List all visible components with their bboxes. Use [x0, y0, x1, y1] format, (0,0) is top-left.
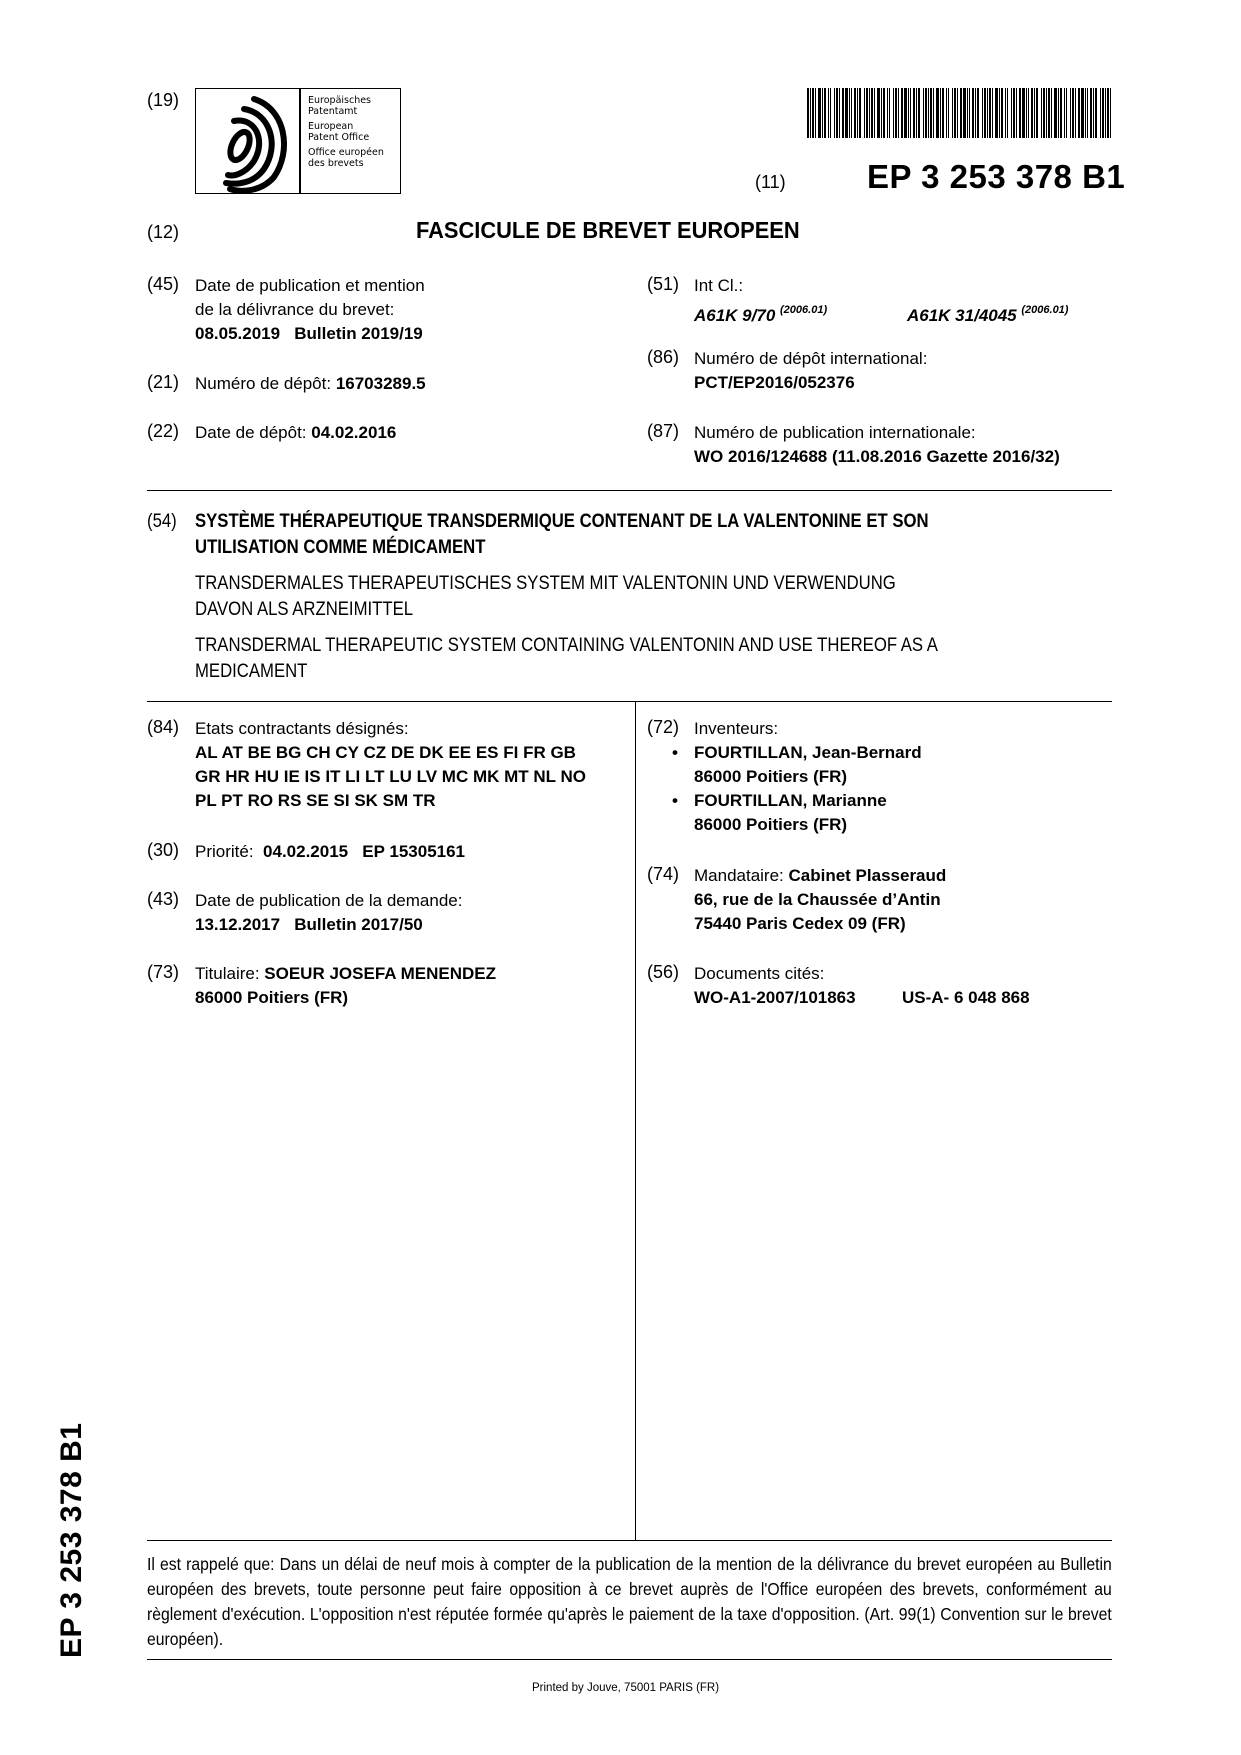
field-21: Numéro de dépôt: 16703289.5 — [195, 374, 426, 393]
inid-code-51: (51) — [647, 274, 680, 294]
priority: 04.02.2015 EP 15305161 — [263, 842, 466, 861]
field-74: Mandataire: Cabinet Plasseraud 66, rue de la Chaussée d’Antin 75440 Paris Cedex 09 (FR) — [694, 866, 947, 933]
bullet-icon: • — [672, 743, 678, 762]
field-84: Etats contractants désignés: AL AT BE BG CH CY CZ DE DK EE ES FI FR GB GR HR HU IE IS IT LI LT LU LV MC MK MT NL NO PL PT RO RS SE SI SK SM TR — [195, 717, 586, 813]
barcode — [807, 88, 1114, 138]
designated-states: AL AT BE BG CH CY CZ DE DK EE ES FI FR GB GR HR HU IE IS IT LI LT LU LV MC MK MT NL NO PL PT RO RS SE SI SK SM TR — [195, 743, 586, 810]
inid-code-21: (21) — [147, 372, 180, 392]
title-de: TRANSDERMALES THERAPEUTISCHES SYSTEM MIT VALENTONIN UND VERWENDUNG DAVON ALS ARZNEIMITTEL — [195, 573, 896, 620]
inid-code-87: (87) — [647, 421, 680, 441]
inid-code-30: (30) — [147, 840, 180, 860]
field-43: Date de publication de la demande: 13.12.2017 Bulletin 2017/50 — [195, 889, 462, 937]
representative-name: Cabinet Plasseraud — [788, 866, 947, 885]
inid-code-86: (86) — [647, 347, 680, 367]
ipc-class-1: A61K 9/70 $^{(2006.01)}$ — [694, 304, 828, 325]
field-87: Numéro de publication internationale: WO 2016/124688 (11.08.2016 Gazette 2016/32) — [694, 421, 1060, 469]
cited-document: WO-A1-2007/101863 — [694, 988, 856, 1007]
application-number: 16703289.5 — [335, 374, 426, 393]
epo-logo — [195, 88, 401, 194]
inventor-item: • FOURTILLAN, Jean-Bernard 86000 Poitiers (FR) — [672, 743, 922, 786]
grant-date: 08.05.2019 Bulletin 2019/19 — [195, 324, 423, 343]
bullet-icon: • — [672, 791, 678, 810]
title-fr: SYSTÈME THÉRAPEUTIQUE TRANSDERMIQUE CONTENANT DE LA VALENTONINE ET SON UTILISATION COMME MÉDICAMENT — [195, 511, 929, 558]
field-72: Inventeurs: • FOURTILLAN, Jean-Bernard 86000 Poitiers (FR) • FOURTILLAN, Marianne 86000 Poitiers (FR) — [694, 717, 922, 837]
field-73: Titulaire: SOEUR JOSEFA MENENDEZ 86000 Poitiers (FR) — [195, 962, 496, 1010]
inid-code-84: (84) — [147, 717, 180, 737]
document-number: EP 3 253 378 B1 — [867, 158, 1126, 195]
field-45: Date de publication et mention de la délivrance du brevet: 08.05.2019 Bulletin 2019/19 — [195, 274, 425, 346]
wo-number: WO 2016/124688 (11.08.2016 Gazette 2016/32) — [694, 447, 1060, 466]
application-publication: 13.12.2017 Bulletin 2017/50 — [195, 915, 423, 934]
opposition-notice: Il est rappelé que: Dans un délai de neuf mois à compter de la publication de la mention de la délivrance du brevet européen au Bulletin européen des brevets, toute personne peut faire opposition à ce brevet auprès de l'Office européen des brevets, conformément au règlement d'exécution. L'opposition n'est réputée formée qu'après le paiement de la taxe d'opposition. (Art. 99(1) Convention sur le brevet européen). — [147, 1554, 1112, 1649]
inid-code-56: (56) — [647, 962, 680, 982]
proprietor-address: 86000 Poitiers (FR) — [195, 988, 349, 1007]
inid-code-19: (19) — [147, 90, 180, 110]
divider-bottom — [147, 1659, 1112, 1660]
divider-columns-bottom — [147, 1540, 1112, 1541]
document-type: FASCICULE DE BREVET EUROPEEN — [416, 217, 800, 243]
title-block — [195, 509, 1241, 685]
column-divider — [635, 701, 636, 1540]
inid-code-43: (43) — [147, 889, 180, 909]
epo-emblem-icon — [196, 89, 299, 193]
field-22: Date de dépôt: 04.02.2016 — [195, 423, 397, 442]
inid-code-54: (54) — [147, 511, 177, 532]
side-document-number: EP 3 253 378 B1 — [55, 1422, 88, 1658]
office-name: Europäisches Patentamt European Patent Office Office européen des brevets — [308, 95, 384, 169]
logo-divider — [299, 89, 301, 193]
field-30: Priorité: 04.02.2015 EP 15305161 — [195, 842, 466, 861]
inid-code-22: (22) — [147, 421, 180, 441]
divider-columns-top — [147, 701, 1112, 702]
inid-code-74: (74) — [647, 864, 680, 884]
inid-code-72: (72) — [647, 717, 680, 737]
divider-top — [147, 490, 1112, 491]
field-51: Int Cl.: A61K 9/70 $^{(2006.01)}$ A61K 31/4045 $^{(2006.01)}$ — [694, 274, 1114, 322]
field-86: Numéro de dépôt international: PCT/EP2016/052376 — [694, 347, 927, 395]
field-56: Documents cités: WO-A1-2007/101863 US-A- 6 048 868 — [694, 962, 1094, 1010]
printer-line: Printed by Jouve, 75001 PARIS (FR) — [532, 1682, 720, 1694]
inid-code-11: (11) — [755, 172, 786, 192]
pct-number: PCT/EP2016/052376 — [694, 373, 855, 392]
inid-code-45: (45) — [147, 274, 180, 294]
inventor-item: • FOURTILLAN, Marianne 86000 Poitiers (FR) — [672, 791, 887, 834]
inid-code-73: (73) — [147, 962, 180, 982]
ipc-class-2: A61K 31/4045 $^{(2006.01)}$ — [907, 304, 1069, 325]
filing-date: 04.02.2016 — [311, 423, 397, 442]
proprietor-name: SOEUR JOSEFA MENENDEZ — [264, 964, 497, 983]
title-en: TRANSDERMAL THERAPEUTIC SYSTEM CONTAINING VALENTONIN AND USE THEREOF AS A MEDICAMENT — [195, 635, 938, 682]
inid-code-12: (12) — [147, 222, 180, 242]
cited-document: US-A- 6 048 868 — [902, 988, 1030, 1007]
